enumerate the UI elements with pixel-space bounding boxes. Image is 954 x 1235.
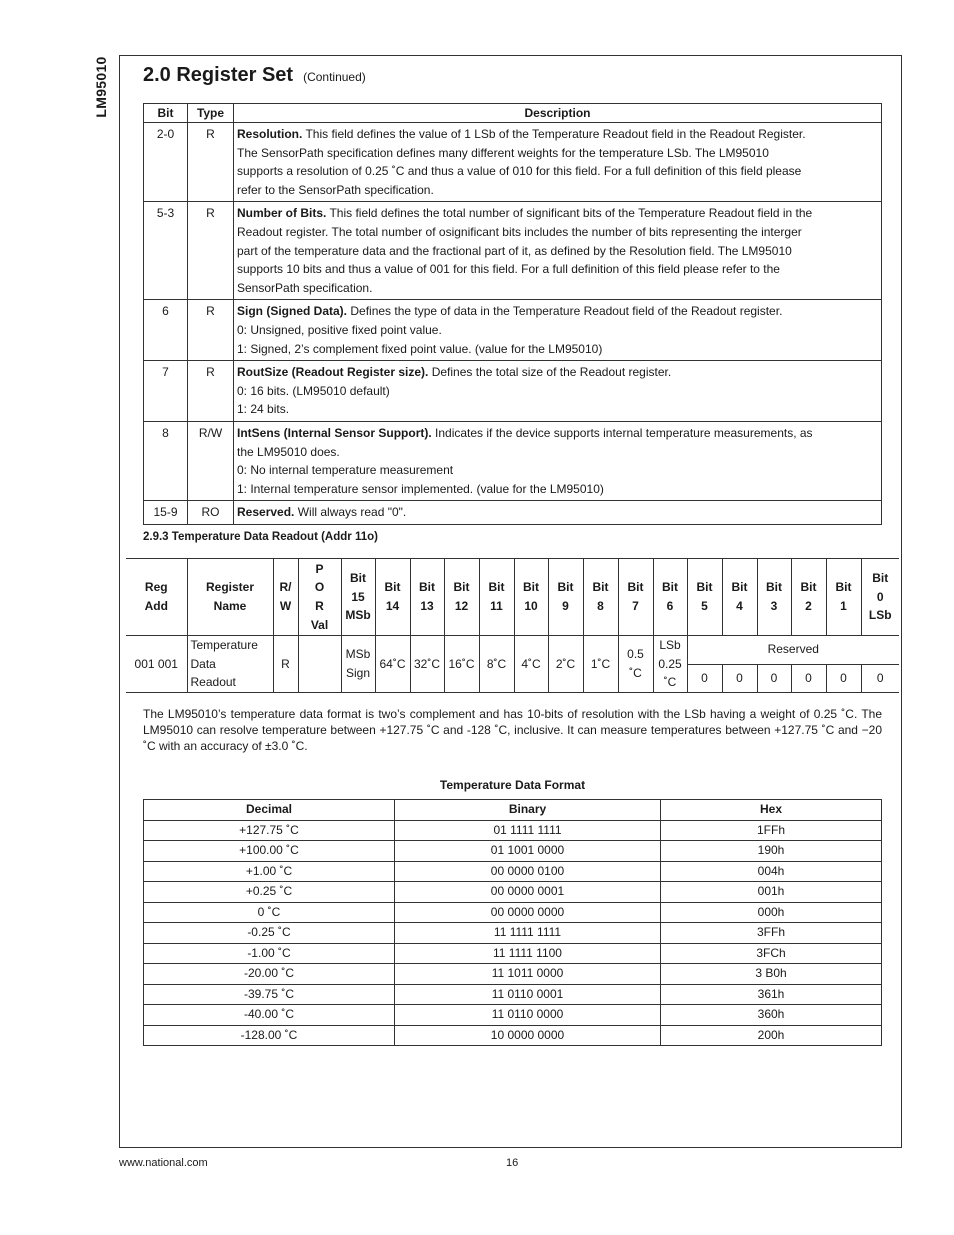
reserved-bit-cell: 0 — [757, 664, 791, 693]
header-line: Bit — [488, 580, 505, 595]
field-name: IntSens (Internal Sensor Support). — [237, 425, 432, 440]
reg-address-cell: 001 001 — [126, 636, 187, 693]
header-line: O — [314, 580, 325, 595]
bit-value-cell — [375, 636, 410, 693]
bit-value-line: 1˚C — [590, 656, 611, 671]
table-row — [144, 902, 882, 923]
description-cell — [234, 202, 882, 300]
header-line: 10 — [524, 599, 538, 613]
table-row — [144, 861, 882, 882]
type-cell: R — [188, 361, 234, 422]
table-row — [144, 1025, 882, 1046]
header-line: MSb — [345, 608, 371, 623]
reserved-bit-cell: 0 — [722, 664, 757, 693]
register-header-cell — [410, 559, 444, 636]
hex-cell: 1FFh — [661, 820, 882, 841]
binary-cell: 11 1111 1111 — [395, 923, 661, 944]
reserved-cell: Reserved — [687, 636, 899, 665]
table-row — [144, 882, 882, 903]
bit-cell: 2-0 — [144, 123, 188, 202]
header-line: Add — [144, 599, 168, 613]
table-row — [144, 984, 882, 1005]
reg-name-cell — [187, 636, 273, 693]
table-row — [144, 361, 882, 422]
format-header-row — [144, 800, 882, 821]
table-row — [144, 123, 882, 202]
description-line: Indicates if the device supports internal temperature measurements, as — [431, 425, 813, 440]
decimal-cell: -1.00 ˚C — [144, 943, 395, 964]
bit-value-line: 32˚C — [413, 656, 440, 671]
field-name: RoutSize (Readout Register size). — [237, 365, 429, 380]
table-header-row — [144, 104, 882, 123]
format-table-title: Temperature Data Format — [439, 778, 586, 792]
header-line: 13 — [420, 599, 434, 613]
description-line: part of the temperature data and the fractional part of it, as defined by the Resolution field. The LM95010 — [237, 243, 792, 258]
binary-cell: 00 0000 0000 — [395, 902, 661, 923]
header-line: 3 — [770, 599, 778, 613]
register-header-cell — [298, 559, 341, 636]
decimal-cell: +100.00 ˚C — [144, 841, 395, 862]
bit-value-line: ˚C — [663, 675, 677, 690]
footer-website: www.national.com — [119, 1157, 208, 1169]
bit-value-cell — [618, 636, 653, 693]
header-line: Bit — [766, 580, 782, 595]
bit-field-table — [143, 103, 882, 525]
bit-cell: 8 — [144, 421, 188, 500]
header-line: 4 — [736, 599, 743, 613]
header-line: Bit — [523, 580, 539, 595]
page-number: 16 — [506, 1157, 519, 1169]
register-header-cell — [514, 559, 548, 636]
hex-cell: 000h — [661, 902, 882, 923]
header-line: R/ — [279, 580, 292, 595]
table-row — [144, 1005, 882, 1026]
bit-value-line: 2˚C — [555, 656, 576, 671]
reg-name-line: Readout — [190, 675, 236, 690]
description-cell — [234, 123, 882, 202]
side-part-number: LM95010 — [93, 56, 109, 118]
description-cell — [234, 421, 882, 500]
description-line: refer to the SensorPath specification. — [237, 182, 434, 197]
decimal-cell: -20.00 ˚C — [144, 964, 395, 985]
table-row — [144, 501, 882, 525]
register-header-row — [126, 559, 899, 636]
bit-value-line: 64˚C — [379, 656, 406, 671]
header-line: Bit — [835, 580, 852, 595]
register-header-cell — [722, 559, 757, 636]
header-line: Bit — [350, 571, 366, 586]
register-header-cell — [861, 559, 899, 636]
description-line: 0: Unsigned, positive fixed point value. — [237, 322, 442, 337]
header-line: Bit — [731, 580, 748, 595]
bit-header: Bit — [144, 104, 188, 123]
decimal-cell: +127.75 ˚C — [144, 820, 395, 841]
bit-cell: 6 — [144, 300, 188, 361]
subsection-title: 2.9.3 Temperature Data Readout (Addr 11o) — [143, 531, 378, 543]
type-cell: R — [188, 300, 234, 361]
header-line: P — [315, 561, 324, 576]
reg-name-line: Temperature — [190, 638, 258, 653]
field-name: Reserved. — [237, 505, 295, 520]
bit-value-cell — [653, 636, 687, 693]
field-name: Sign (Signed Data). — [237, 304, 348, 319]
table-row — [144, 923, 882, 944]
bit-cell: 5-3 — [144, 202, 188, 300]
table-row — [144, 964, 882, 985]
description-line: supports a resolution of 0.25 ˚C and thus a value of 010 for this field. For a full definition of this field please — [237, 164, 802, 179]
decimal-cell: -128.00 ˚C — [144, 1025, 395, 1046]
header-line: 8 — [597, 599, 604, 613]
register-header-cell — [618, 559, 653, 636]
reserved-bit-cell: 0 — [861, 664, 899, 693]
description-line: 1: Signed, 2’s complement fixed point value. (value for the LM95010) — [237, 341, 603, 356]
bit-value-cell — [341, 636, 375, 693]
register-header-cell — [444, 559, 479, 636]
header-line: Bit — [557, 580, 574, 595]
description-line: This field defines the value of 1 LSb of the Temperature Readout field in the Readout Register. — [302, 127, 806, 141]
rw-cell: R — [273, 636, 298, 693]
register-header-cell — [757, 559, 791, 636]
bit-value-line: ˚C — [629, 666, 642, 680]
decimal-cell: 0 ˚C — [144, 902, 395, 923]
field-name: Resolution. — [237, 127, 303, 141]
hex-cell: 3 B0h — [661, 964, 882, 985]
header-line: Bit — [419, 580, 435, 595]
header-line: Bit — [662, 580, 678, 595]
table-row — [144, 820, 882, 841]
header-line: 0 — [876, 589, 884, 604]
bit-value-cell — [583, 636, 618, 693]
binary-header: Binary — [395, 800, 661, 821]
type-cell: R — [188, 123, 234, 202]
bit-value-line: 0.25 — [658, 656, 682, 671]
header-line: Bit — [872, 571, 889, 586]
description-line: the LM95010 does. — [237, 444, 340, 459]
register-header-cell — [791, 559, 826, 636]
reg-name-line: Data — [190, 656, 216, 671]
header-line: 9 — [562, 599, 569, 613]
header-line: 1 — [840, 599, 847, 613]
binary-cell: 11 0110 0001 — [395, 984, 661, 1005]
description-line: The SensorPath specification defines many different weights for the temperature LSb. The LM95010 — [237, 145, 769, 160]
header-line: 11 — [490, 599, 503, 613]
header-line: W — [279, 599, 292, 613]
bit-value-cell — [410, 636, 444, 693]
header-line: 12 — [454, 599, 469, 613]
binary-cell: 11 1011 0000 — [395, 964, 661, 985]
register-header-cell — [548, 559, 583, 636]
por-val-cell — [298, 636, 341, 693]
register-header-cell — [653, 559, 687, 636]
description-cell — [234, 501, 882, 525]
bit-value-line: 4˚C — [521, 656, 541, 671]
bit-cell: 15-9 — [144, 501, 188, 525]
binary-cell: 11 1111 1100 — [395, 943, 661, 964]
header-line: Bit — [453, 580, 470, 595]
reserved-bit-cell: 0 — [791, 664, 826, 693]
hex-cell: 004h — [661, 861, 882, 882]
table-row — [144, 943, 882, 964]
header-line: Bit — [800, 580, 817, 595]
register-header-cell — [687, 559, 722, 636]
description-line: 1: 24 bits. — [237, 402, 290, 417]
header-line: 6 — [666, 599, 674, 613]
table-row — [144, 202, 882, 300]
header-line: Name — [213, 599, 247, 613]
header-line: Val — [310, 617, 329, 632]
binary-cell: 00 0000 0001 — [395, 882, 661, 903]
description-line: supports 10 bits and thus a value of 001 for this field. For a full definition of this field please refer to the — [237, 262, 780, 277]
bit-value-line: 0.5 — [627, 647, 644, 662]
register-header-cell — [187, 559, 273, 636]
register-header-cell — [583, 559, 618, 636]
type-cell: RO — [188, 501, 234, 525]
header-line: Register — [205, 580, 255, 595]
hex-cell: 200h — [661, 1025, 882, 1046]
description-cell — [234, 300, 882, 361]
register-header-cell — [375, 559, 410, 636]
type-header: Type — [188, 104, 234, 123]
header-line: Bit — [627, 580, 644, 595]
binary-cell: 10 0000 0000 — [395, 1025, 661, 1046]
bit-value-cell — [444, 636, 479, 693]
hex-cell: 190h — [661, 841, 882, 862]
description-header: Description — [234, 104, 882, 123]
type-cell: R — [188, 202, 234, 300]
header-line: Bit — [384, 580, 401, 595]
bit-value-line: MSb — [345, 647, 371, 662]
description-line: This field defines the total number of significant bits of the Temperature Readout field in the — [326, 206, 813, 221]
binary-cell: 11 0110 0000 — [395, 1005, 661, 1026]
header-line: 14 — [385, 599, 400, 613]
description-line: Will always read "0". — [294, 505, 407, 520]
decimal-cell: +0.25 ˚C — [144, 882, 395, 903]
description-line: Defines the type of data in the Temperature Readout field of the Readout register. — [347, 304, 783, 319]
header-line: Bit — [696, 580, 713, 595]
header-line: LSb — [868, 608, 892, 623]
header-line: Bit — [592, 580, 609, 595]
hex-cell: 360h — [661, 1005, 882, 1026]
description-line: 0: No internal temperature measurement — [237, 463, 454, 478]
reserved-bit-cell: 0 — [687, 664, 722, 693]
header-line: R — [315, 599, 324, 613]
description-line: SensorPath specification. — [237, 280, 373, 295]
register-header-cell — [273, 559, 298, 636]
reserved-bit-cell: 0 — [826, 664, 861, 693]
header-line: 2 — [805, 599, 812, 613]
table-row — [144, 300, 882, 361]
binary-cell: 00 0000 0100 — [395, 861, 661, 882]
continued-label: (Continued) — [303, 70, 366, 84]
header-line: 5 — [701, 599, 708, 613]
bit-value-cell — [514, 636, 548, 693]
hex-cell: 001h — [661, 882, 882, 903]
bit-cell: 7 — [144, 361, 188, 422]
format-description: The LM95010’s temperature data format is two’s complement and has 10-bits of resolution with the LSb having a weight of 0.25 ˚C. The LM95010 can resolve temperature between +127.75 ˚C and -128 ˚C, inclusive. It can measure temperatures between +127.75 ˚C and −20 ˚C with an accuracy of ±3.0 ˚C. — [143, 707, 882, 753]
hex-header: Hex — [661, 800, 882, 821]
hex-cell: 3FFh — [661, 923, 882, 944]
bit-value-line: Sign — [345, 666, 371, 680]
bit-value-line: 16˚C — [448, 656, 475, 671]
bit-value-cell — [548, 636, 583, 693]
decimal-cell: -0.25 ˚C — [144, 923, 395, 944]
register-header-cell — [126, 559, 187, 636]
decimal-cell: -39.75 ˚C — [144, 984, 395, 1005]
binary-cell: 01 1001 0000 — [395, 841, 661, 862]
bit-value-line: LSb — [659, 638, 681, 653]
bit-value-line: 8˚C — [486, 656, 507, 671]
register-row — [126, 636, 899, 665]
table-row — [144, 841, 882, 862]
register-map-table — [126, 558, 899, 693]
description-line: 0: 16 bits. (LM95010 default) — [237, 383, 390, 398]
description-line: Defines the total size of the Readout register. — [428, 365, 672, 380]
register-header-cell — [479, 559, 514, 636]
table-row — [144, 421, 882, 500]
header-line: 15 — [351, 589, 365, 604]
register-header-cell — [341, 559, 375, 636]
decimal-cell: +1.00 ˚C — [144, 861, 395, 882]
hex-cell: 361h — [661, 984, 882, 1005]
hex-cell: 3FCh — [661, 943, 882, 964]
field-name: Number of Bits. — [237, 206, 327, 221]
description-line: Readout register. The total number of osignificant bits includes the number of bits representing the interger — [237, 224, 802, 239]
description-line: 1: Internal temperature sensor implemented. (value for the LM95010) — [237, 481, 604, 496]
temperature-format-table — [143, 799, 882, 1046]
bit-value-cell — [479, 636, 514, 693]
type-cell: R/W — [188, 421, 234, 500]
header-line: 7 — [632, 599, 639, 613]
decimal-cell: -40.00 ˚C — [144, 1005, 395, 1026]
register-header-cell — [826, 559, 861, 636]
section-title: 2.0 Register Set (Continued) — [143, 64, 366, 86]
binary-cell: 01 1111 1111 — [395, 820, 661, 841]
description-cell — [234, 361, 882, 422]
decimal-header: Decimal — [144, 800, 395, 821]
header-line: Reg — [144, 580, 168, 595]
